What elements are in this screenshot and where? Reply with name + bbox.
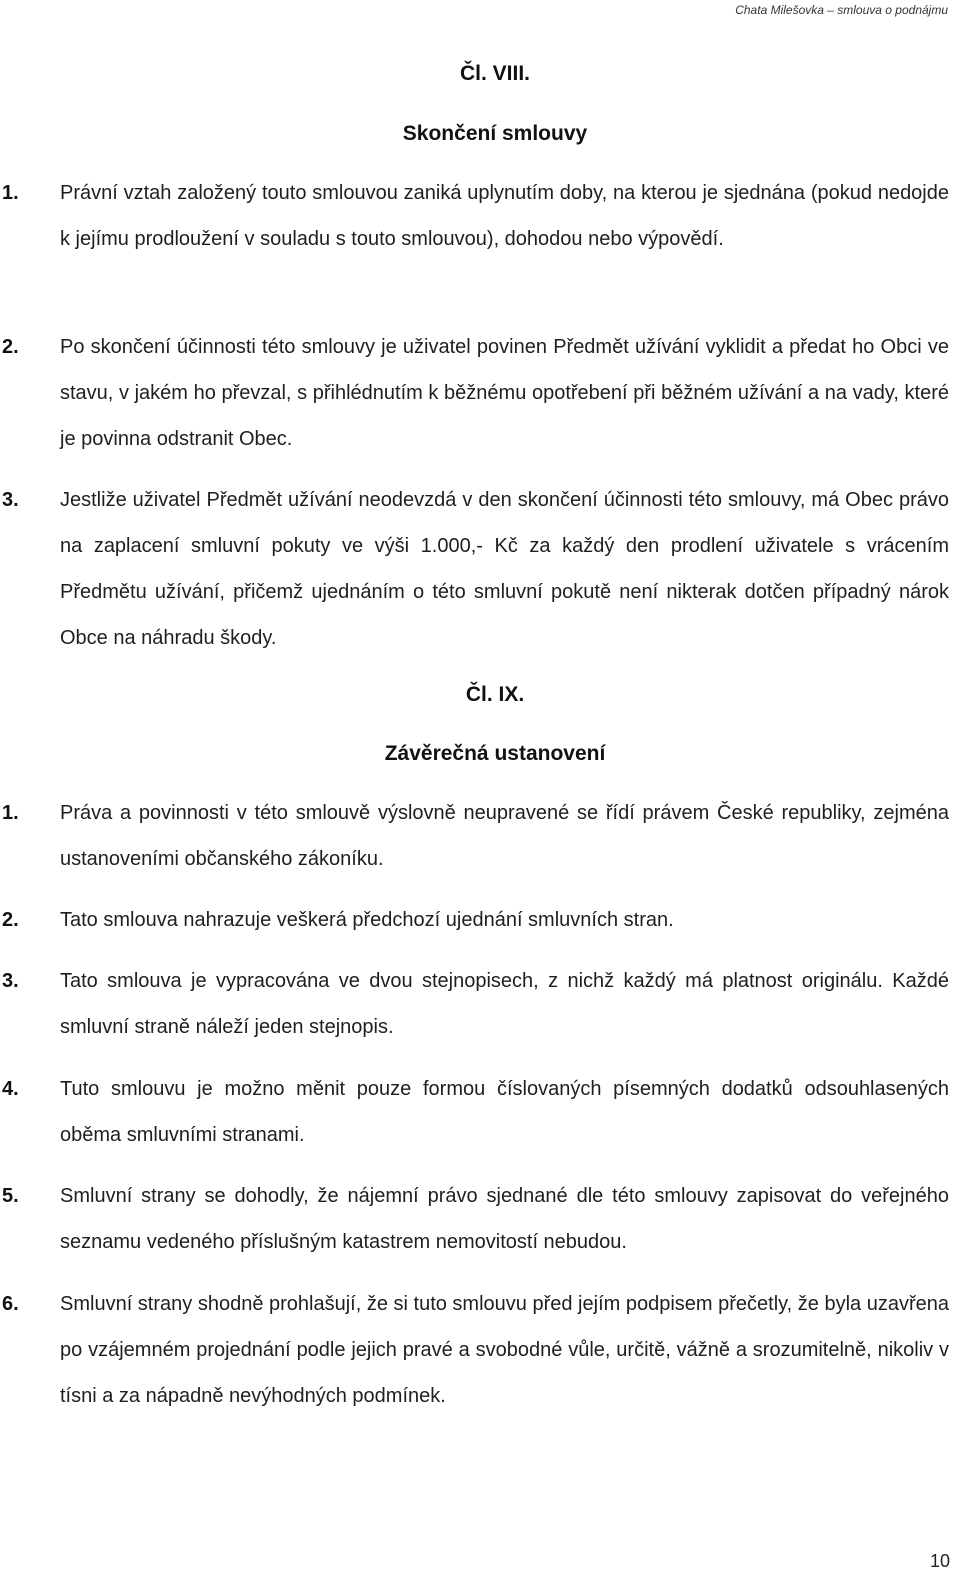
clause-number: 3. <box>2 489 19 511</box>
clause <box>0 958 960 1050</box>
clause-text: Jestliže uživatel Předmět užívání neodevzdá v den skončení účinnosti této smlouvy, má Obec právo na zaplacení smluvní pokuty ve výši 1.000,- Kč za každý den prodlení uživatele s vrácením Předmětu užívání, přičemž ujednáním o této smluvní pokutě není nikterak dotčen případný nárok Obce na náhradu škody. <box>60 489 949 649</box>
clause-number: 1. <box>2 802 19 824</box>
clause-text: Tato smlouva je vypracována ve dvou stejnopisech, z nichž každý má platnost originálu. Každé smluvní straně náleží jeden stejnopis. <box>60 970 949 1038</box>
clause-number: 5. <box>2 1185 19 1207</box>
clause-number: 1. <box>2 182 19 204</box>
clause-text: Tato smlouva nahrazuje veškerá předchozí ujednání smluvních stran. <box>60 909 674 931</box>
clause-text: Smluvní strany shodně prohlašují, že si tuto smlouvu před jejím podpisem přečetly, že byla uzavřena po vzájemném projednání podle jejich pravé a svobodné vůle, určitě, vážně a srozumitelně, nikoliv v tísni a za nápadně nevýhodných podmínek. <box>60 1293 949 1407</box>
article-number: Čl. IX. <box>465 683 525 706</box>
article-title: Skončení smlouvy <box>402 122 588 145</box>
clause-text: Právní vztah založený touto smlouvou zaniká uplynutím doby, na kterou je sjednána (pokud nedojde k jejímu prodloužení v souladu s touto smlouvou), dohodou nebo výpovědí. <box>60 182 949 250</box>
clause <box>0 1281 960 1419</box>
article-number: Čl. VIII. <box>459 62 530 85</box>
clause <box>0 897 960 943</box>
clause-text: Po skončení účinnosti této smlouvy je uživatel povinen Předmět užívání vyklidit a předat ho Obci ve stavu, v jakém ho převzal, s přihlédnutím k běžnému opotřebení při běžném užívání a na vady, které je povinna odstranit Obec. <box>60 336 949 450</box>
clause <box>0 477 960 661</box>
clause-number: 6. <box>2 1293 19 1315</box>
article-title-block <box>0 122 960 146</box>
page-number: 10 <box>929 1551 950 1571</box>
clause <box>0 1066 960 1158</box>
article-heading <box>0 683 960 707</box>
clause-text: Tuto smlouvu je možno měnit pouze formou číslovaných písemných dodatků odsouhlasených oběma smluvními stranami. <box>60 1078 949 1146</box>
clause <box>0 790 960 882</box>
clause-number: 4. <box>2 1078 19 1100</box>
clause-number: 3. <box>2 970 19 992</box>
clause-number: 2. <box>2 336 19 358</box>
clause <box>0 1173 960 1265</box>
article-title: Závěrečná ustanovení <box>384 742 606 765</box>
article-heading <box>0 62 960 86</box>
running-header: Chata Milešovka – smlouva o podnájmu <box>735 3 948 17</box>
article-title-block <box>0 742 960 766</box>
clause <box>0 324 960 462</box>
clause-text: Práva a povinnosti v této smlouvě výslovně neupravené se řídí právem České republiky, zejména ustanoveními občanského zákoníku. <box>60 802 949 870</box>
clause <box>0 170 960 262</box>
clause-number: 2. <box>2 909 19 931</box>
clause-text: Smluvní strany se dohodly, že nájemní právo sjednané dle této smlouvy zapisovat do veřejného seznamu vedeného příslušným katastrem nemovitostí nebudou. <box>60 1185 949 1253</box>
